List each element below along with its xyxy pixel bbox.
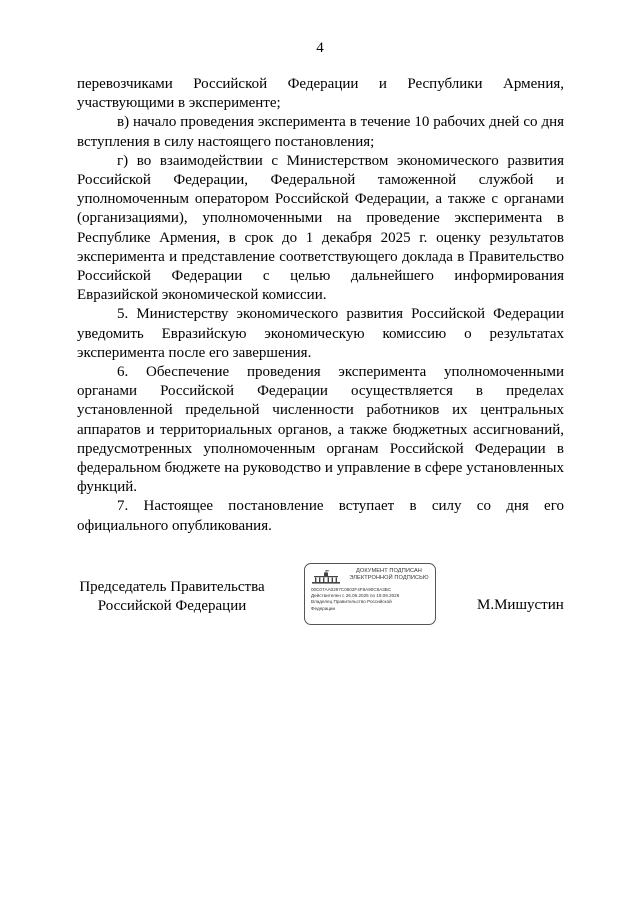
stamp-owner-line2: Федерации	[311, 605, 336, 611]
stamp-header-line1: ДОКУМЕНТ ПОДПИСАН	[356, 568, 422, 574]
signatory-title-line1: Председатель Правительства	[79, 579, 265, 595]
stamp-header	[345, 568, 433, 581]
paragraph-6: 6. Обеспечение проведения эксперимента уполномоченными органами Российской Федерации осуществляется в пределах установленной предельной численности работников их центральных аппаратов и территориальных органов, а также бюджетных ассигнований, предусмотренных уполномоченным органам Российской Федерации в федеральном бюджете на руководство и управление в сфере установленных функций.	[77, 364, 564, 496]
stamp-details	[311, 587, 433, 612]
stamp-owner-line1: Владелец Правительство Российской	[311, 599, 392, 605]
government-building-icon	[311, 570, 341, 584]
paragraph-item-v: в) начало проведения эксперимента в течение 10 рабочих дней со дня вступления в силу настоящего постановления;	[77, 114, 564, 150]
stamp-header-line2: ЭЛЕКТРОННОЙ ПОДПИСЬЮ	[349, 574, 429, 581]
signatory-title-line2: Российской Федерации	[97, 598, 247, 614]
stamp-certificate: 00C07AA0297C0502F4F8A90C8A3BC	[311, 587, 392, 592]
signatory-name: М.Мишустин	[477, 597, 564, 613]
page-number: 4	[316, 40, 324, 56]
document-body	[77, 75, 564, 536]
paragraph-5: 5. Министерству экономического развития Российской Федерации уведомить Евразийскую экономическую комиссию о результатах эксперимента после его завершения.	[77, 306, 564, 361]
paragraph-continuation: перевозчиками Российской Федерации и Республики Армения, участвующими в эксперименте;	[77, 76, 564, 112]
paragraph-item-g: г) во взаимодействии с Министерством экономического развития Российской Федерации, Федеральной таможенной службой и уполномоченным оператором Российской Федерации, а также с органами (организациями), уполномоченными на проведение эксперимента в Республике Армения, в срок до 1 декабря 2025 г. оценку результатов эксперимента и представление соответствующего доклада в Правительство Российской Федерации с целью дальнейшего информирования Евразийской экономической комиссии.	[77, 152, 564, 304]
stamp-validity: Действителен с 26.06.2025 по 19.09.2026	[311, 593, 400, 599]
signatory-title	[77, 578, 267, 616]
electronic-signature-stamp	[304, 563, 436, 625]
paragraph-7: 7. Настоящее постановление вступает в силу со дня его официального опубликования.	[77, 498, 564, 534]
